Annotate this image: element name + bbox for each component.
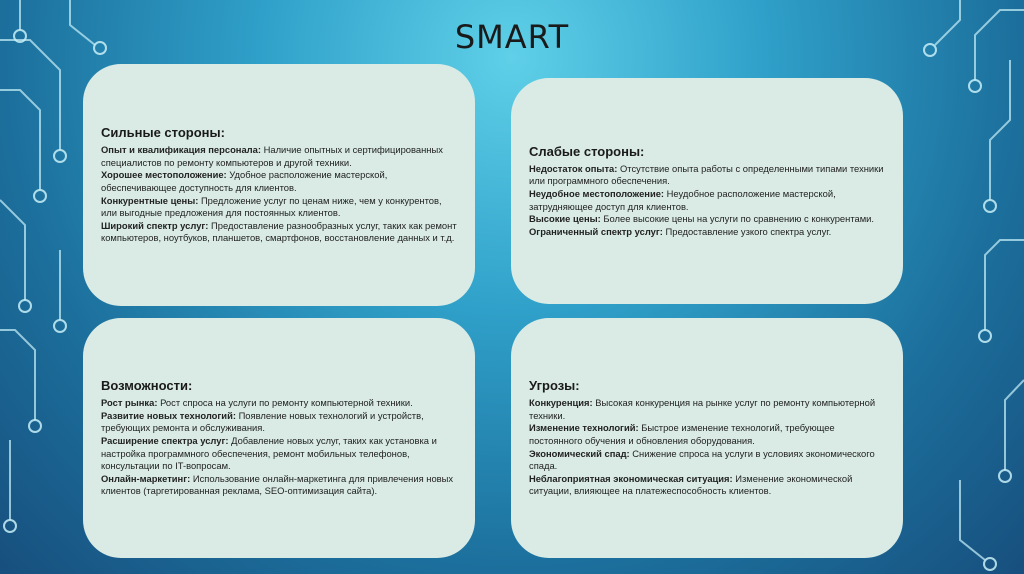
strengths-list bbox=[101, 144, 457, 245]
strengths-item bbox=[101, 195, 457, 220]
circuit-line bbox=[990, 60, 1010, 200]
opportunities-list bbox=[101, 397, 457, 498]
strengths-item bbox=[101, 220, 457, 245]
threats-item bbox=[529, 422, 885, 447]
threats-item-term: Неблагоприятная экономическая ситуация: bbox=[529, 472, 733, 484]
threats-item-text: Изменение экономической ситуации, влияющее на платежеспособность клиентов. bbox=[529, 472, 853, 497]
strengths-heading: Сильные стороны: bbox=[101, 125, 225, 141]
weaknesses-item-term: Недостаток опыта: bbox=[529, 162, 618, 174]
weaknesses-item-term: Высокие цены: bbox=[529, 213, 601, 225]
opportunities-card bbox=[83, 318, 475, 558]
weaknesses-item-text: Более высокие цены на услуги по сравнению с конкурентами. bbox=[600, 213, 875, 225]
threats-item bbox=[529, 448, 885, 473]
threats-heading: Угрозы: bbox=[529, 378, 580, 394]
slide-title: SMART bbox=[454, 18, 570, 56]
weaknesses-heading: Слабые стороны: bbox=[529, 143, 645, 159]
circuit-line bbox=[985, 240, 1024, 330]
weaknesses-item-text: Предоставление узкого спектра услуг. bbox=[662, 225, 832, 237]
circuit-line bbox=[0, 40, 60, 150]
opportunities-item-term: Рост рынка: bbox=[101, 397, 158, 409]
weaknesses-item bbox=[529, 188, 885, 213]
circuit-line bbox=[0, 330, 35, 420]
weaknesses-item bbox=[529, 226, 885, 239]
opportunities-item-text: Использование онлайн-маркетинга для привлечения новых клиентов (таргетированная реклама, SEO-оптимизация сайта). bbox=[101, 472, 454, 497]
opportunities-item-text: Рост спроса на услуги по ремонту компьютерной техники. bbox=[157, 397, 413, 409]
opportunities-item-term: Расширение спектра услуг: bbox=[101, 434, 229, 446]
circuit-line bbox=[0, 200, 25, 300]
threats-item-text: Высокая конкуренция на рынке услуг по ремонту компьютерной техники. bbox=[529, 397, 876, 421]
threats-item bbox=[529, 397, 885, 422]
opportunities-item-term: Онлайн-маркетинг: bbox=[101, 472, 191, 484]
opportunities-item bbox=[101, 435, 457, 473]
strengths-item-text: Удобное расположение мастерской, обеспечивающее доступность для клиентов. bbox=[101, 169, 388, 193]
circuit-node bbox=[19, 300, 31, 312]
weaknesses-list bbox=[529, 163, 885, 239]
strengths-item bbox=[101, 144, 457, 169]
threats-item bbox=[529, 473, 885, 498]
opportunities-item-term: Развитие новых технологий: bbox=[101, 409, 236, 421]
circuit-node bbox=[984, 200, 996, 212]
strengths-card bbox=[83, 64, 475, 306]
circuit-node bbox=[4, 520, 16, 532]
strengths-item-term: Конкурентные цены: bbox=[101, 194, 199, 206]
strengths-item-text: Наличие опытных и сертифицированных специалистов по ремонту компьютеров и другой техники. bbox=[101, 144, 443, 168]
strengths-item-text: Предоставление разнообразных услуг, таких как ремонт компьютеров, ноутбуков, планшетов, смартфонов, восстановление данных и т.д. bbox=[101, 219, 457, 244]
opportunities-item bbox=[101, 397, 457, 410]
threats-item-term: Конкуренция: bbox=[529, 397, 593, 409]
strengths-item-term: Широкий спектр услуг: bbox=[101, 219, 209, 231]
weaknesses-item-text: Неудобное расположение мастерской, затрудняющее доступ для клиентов. bbox=[529, 187, 836, 212]
threats-list bbox=[529, 397, 885, 498]
opportunities-heading: Возможности: bbox=[101, 378, 193, 394]
circuit-node bbox=[54, 150, 66, 162]
opportunities-item-text: Добавление новых услуг, таких как установка и настройка программного обеспечения, ремонт мобильных телефонов, консультации по IT-вопросам. bbox=[101, 434, 437, 472]
circuit-node bbox=[984, 558, 996, 570]
circuit-line bbox=[960, 480, 985, 560]
weaknesses-card bbox=[511, 78, 903, 304]
strengths-item-text: Предложение услуг по ценам ниже, чем у конкурентов, или выгодные предложения для постоянных клиентов. bbox=[101, 194, 442, 219]
threats-item-text: Снижение спроса на услуги в условиях экономического спада. bbox=[529, 447, 875, 472]
circuit-node bbox=[969, 80, 981, 92]
opportunities-item bbox=[101, 410, 457, 435]
circuit-node bbox=[979, 330, 991, 342]
circuit-line bbox=[1005, 380, 1024, 470]
threats-item-term: Экономический спад: bbox=[529, 447, 630, 459]
opportunities-item bbox=[101, 473, 457, 498]
weaknesses-item-term: Ограниченный спектр услуг: bbox=[529, 225, 663, 237]
weaknesses-item-text: Отсутствие опыта работы с определенными типами техники или программного обеспечения. bbox=[529, 162, 884, 187]
strengths-item-term: Хорошее местоположение: bbox=[101, 169, 227, 181]
circuit-node bbox=[54, 320, 66, 332]
circuit-node bbox=[34, 190, 46, 202]
threats-item-term: Изменение технологий: bbox=[529, 422, 639, 434]
weaknesses-item bbox=[529, 163, 885, 188]
threats-item-text: Быстрое изменение технологий, требующее постоянного обучения и обновления оборудования. bbox=[529, 422, 835, 446]
strengths-item bbox=[101, 169, 457, 194]
circuit-node bbox=[29, 420, 41, 432]
circuit-node bbox=[999, 470, 1011, 482]
threats-card bbox=[511, 318, 903, 558]
opportunities-item-text: Появление новых технологий и устройств, требующих ремонта и обслуживания. bbox=[101, 409, 424, 434]
circuit-line bbox=[0, 90, 40, 190]
weaknesses-item bbox=[529, 213, 885, 226]
weaknesses-item-term: Неудобное местоположение: bbox=[529, 187, 665, 199]
strengths-item-term: Опыт и квалификация персонала: bbox=[101, 144, 261, 156]
